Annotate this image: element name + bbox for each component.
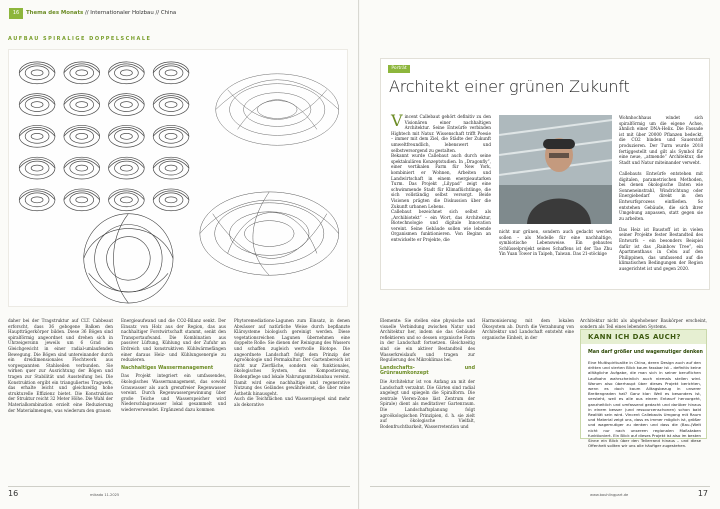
portrait-photo xyxy=(499,115,612,224)
paragraph: Harmonisierung mit dem lokalen Ökosystem ab. Durch die Verzahnung von Architektur und Landschaft entsteht eine organische Einheit, in der xyxy=(482,318,574,340)
feature-title: Architekt einer grünen Zukunft xyxy=(389,77,630,96)
paragraph: Das Projekt integriert ein umfassendes, ökologisches Wassermanagement, das sowohl Grauwasser als auch grenzfreier Regenwasser vereint. Durch Regenwassergewinnung über große Teiche und Wasserspeicher wird Niederschlagswasser lokal gesammelt und wiederverwendet. Ergänzend dazu kommen xyxy=(121,373,226,412)
intro-text-3: Callebaut bezeichnet sich selbst als „Archibiotekt“ – ein Wort, das Architektur, Biotechnologie und digitale Innovation vereint. Seine Gebäude sollen wie lebende Organismen funktionieren. Von Beginn an entwickelte er Projekte, die xyxy=(391,209,491,243)
feature-right-text: Wohnhochhaus windet sich spiralförmig um die eigene Achse, ähnlich einer DNA-Helix. Die Fassade ist mit über 20000 Pflanzen bedeckt, die CO2 binden und Sauerstoff produzieren. Der Turm wurde 2018 fertiggestellt und gilt als Symbol für eine neue, „atmende“ Architektur, die Stadt und Natur miteinander verwebt. Callebauts Entwürfe entstehen mit digitalen, parametrischen Methoden, bei denen ökologische Daten wie Sonneneinstrahl, Windrichtung oder Energiebedarf direkt in den Entwurfsprozess einfließen. So entstehen Gebäude, die sich ihrer Umgebung anpassen, statt gegen sie zu arbeiten. Das Heiz ist Baustoff ist in vielen seiner Projekte fester Bestandteil des Entwurfs – ein besonders Beispiel dafür ist das „Rainbow Tree“, ein Apartmenthaus in Cebu auf den Philippinen, das umfassend auf die klimatischen Bedingungen der Region ausgerichtet ist und gegen 2020. xyxy=(619,115,703,272)
subheading: Landschafts- und Grünraumkonzept xyxy=(380,365,475,377)
left-page xyxy=(0,0,359,509)
box-text: Eine Multispiritualite in China, deren Design auch auf den dritten und vierten Blick kaum fassbar ist – definitiv keine alltägliche Aufgabe, die man sich in seiner beruflichen Laufbahn wahrscheinlich auch niemals stellen wird. Warum also überhaupt über dieses Projekt berichten, wenn es doch kaum Alltagsbezug in unserer Breitengraden hat? Ganz klar: Weil es besonders ist, versteht, weil es alle aus einem Entwurf hervorgeht, ganzheitlich und umfassend gedacht und darüber hinaus in einem besser (und ressourcenschonen) schon bald Realität sein wird. Vincent Callebauts Umgang mit Raum und Material zeigt uns, dass es immer möglich ist, größer und wagemutiger zu denken und dass die (Bau-)Welt nicht nur nach unserem regionalen Maßstaben funktioniert. Ein Blick auf dieses Projekt ist also im besten Sinne ein Blick über den Tellerrand hinaus – und diese Offenheit sollten wir uns alle häufiger zugestehen. xyxy=(588,360,701,449)
footer-text: mikado 11.2025 xyxy=(90,493,120,497)
breadcrumb-rest: // Internationaler Holzbau // China xyxy=(84,10,177,16)
portrait-feature xyxy=(380,58,710,290)
right-col-1 xyxy=(380,318,475,429)
section-label: AUFBAU SPIRALIGE DOPPELSCHALE xyxy=(8,36,152,42)
paragraph: Auch die Teichflächen und Wasserspiegel sind mehr als dekorative xyxy=(234,396,350,407)
feature-mid-text: nicht nur grünen, sondern auch gedacht werden sollen – als Modelle für eine nachhaltige, symbiotische Lebensweise. Ein gebautes Schlüsselprojekt seines Schaffens ist der Tao Zhu Yin Yuan Tower in Taipeh, Taiwan. Das 21-stöckige xyxy=(499,229,612,257)
footer-rule xyxy=(370,486,710,487)
paragraph: Phytoremediations-Lagunen zum Einsatz, in denen Abwässer auf natürliche Weise durch bepflanzte Klärsysteme biologisch gereinigt werden. Diese vegetationsreichen Lagunen übernehmen eine doppelte Rolle: Sie dienen der Reinigung des Wassers und schaffen zugleich wertvolle Biotope. Die angeordnete Landschaft folgt dem Prinzip der Agroökologie und Permakultur. Der Gartenbereich ist nicht nur Zierfläche, sondern ein funktionales, ökologisches System, das Kompostierung, Bodenpflege und lokale Nahrungsmittelanbau vereint. Damit wird eine nachhaltige und regenerative Nutzung des Geländes gewährleistet, die über reine Ästhetik hinausgeht. xyxy=(234,318,350,396)
drop-cap: V xyxy=(391,111,403,130)
intro-text: incent Callebaut gehört definitiv zu den Visionären einer nachhaltigen Architektur. Seine Entwürfe verbinden Hightech mit Natur. Wissenschaft trifft Poesie – immer mit dem Ziel, die Städte der Zukunft umweltfreundlich, lebenswert und selbstversorgend zu gestalten. xyxy=(391,114,491,153)
footer-rule xyxy=(8,486,350,487)
paragraph: Elemente: Sie stellen eine physische und visuelle Verbindung zwischen Natur und Architektur her, indem sie das Gebäude reflektieren und so dessen organische Form in der Landschaft fortsetzen. Gleichzeitig sind sie ein aktiver Bestandteil des Wasserkreislaufs und tragen zur Regulierung des Mikroklimas bei. xyxy=(380,318,475,363)
portrait-tag: Porträt xyxy=(388,65,410,73)
left-col-3 xyxy=(234,318,350,408)
paragraph: Die Architektur ist von Anfang an mit der Landschaft verzahnt. Die Gärten sind radial angelegt und spiegeln die Spiralform. Die zentrale Vieren-Zone läst Zentrum der Spirale) dient als meditativer Gartenraum. Die Landschaftsplanung folgt agroökologischen Prinzipien, d. h. sie zielt auf ökologische Vielfalt, Bodenfruchtbarkeit, Wasserretention und xyxy=(380,378,475,429)
page-number: 17 xyxy=(697,489,708,498)
info-box xyxy=(580,329,707,449)
paragraph: Energieaufwand und die CO2-Bilanz senkt. Der Einsatz von Holz aus der Region, das aus nachhaltiger Forstwirtschaft stammt, senkt den Transportaufwand. Die Kombination aus passiver Lüftung, Kühlung und der Zufuhr an Erdreich und konstruktiven Kühlwärmefängen einer daraus Heiz- und Kühlungsenergie zu reduzieren. xyxy=(121,318,226,363)
box-subtitle: Man darf größer und wagemutiger denken xyxy=(588,350,703,355)
spiral-diagrams-image xyxy=(8,49,348,307)
footer-text: www.bauhlingpart.de xyxy=(590,493,629,497)
page-tag: 16 xyxy=(9,8,23,19)
page-number: 16 xyxy=(8,489,19,498)
paragraph: daher bei der Tragstruktur auf CLT. Cabbeaut erforscht, dass 36 gebogene Balken den Hauptträgerkörper bilden. Diese 36 Bögen sind spiralförmig angeordnet und drehen sich in Uhrzeigersinn jeweils um 6 Grad im Gleichgewicht in einer radial-umlaufenden Bewegung. Die Bögen sind untereinander durch ein dreidimensionales Flechtwerk aus vorgespannten Stahlseilen verbunden. Sie wirken quer zur Ausrichtung der Bögen und tragen zur Stabilität und Aussteifung bei. Die Konstruktion ergibt ein trianguliertes Tragwerk, das erhalte leicht und gleichzeitig hohe strukturelle Effizienz bietet. Die Konstruktion der Struktur reicht 32 Meter Höhe. Die Wahl der Materialkombination erzielt eine Reduzierung der Materialmengen, was wiederum den grauen xyxy=(8,318,113,413)
feature-intro xyxy=(391,111,491,243)
portrait-photo-svg xyxy=(499,115,612,224)
box-title: KANN ICH DAS AUCH? xyxy=(581,330,706,344)
spiral-diagrams-svg xyxy=(9,50,347,306)
subheading: Nachhaltiges Wassermanagement xyxy=(121,365,214,371)
paragraph: Architektur nicht als abgehobener Baukörper erscheint, sondern als Teil eines lebenden Systems. xyxy=(580,318,707,329)
intro-text-2: Bekannt wurde Callebaut auch durch seine spektakulären Konzeptstudien. In „Dragonfly“, einer vertikalen Farm für New York, kombiniert er Wohnen, Arbeiten und Landwirtschaft in einem energieautarken Turm. Das Projekt „Lilypad“ zeigt eine schwimmende Stadt für Klimaflüchtlinge, die sich vollständig selbst versorgt. Beide Visionen prägten die Diskussion über die Zukunft urbanen Lebens. xyxy=(391,153,491,209)
left-col-1 xyxy=(8,318,113,413)
breadcrumb xyxy=(26,10,176,16)
breadcrumb-strong: Thema des Monats xyxy=(26,10,84,16)
left-col-2 xyxy=(121,318,226,413)
right-col-2 xyxy=(482,318,574,340)
